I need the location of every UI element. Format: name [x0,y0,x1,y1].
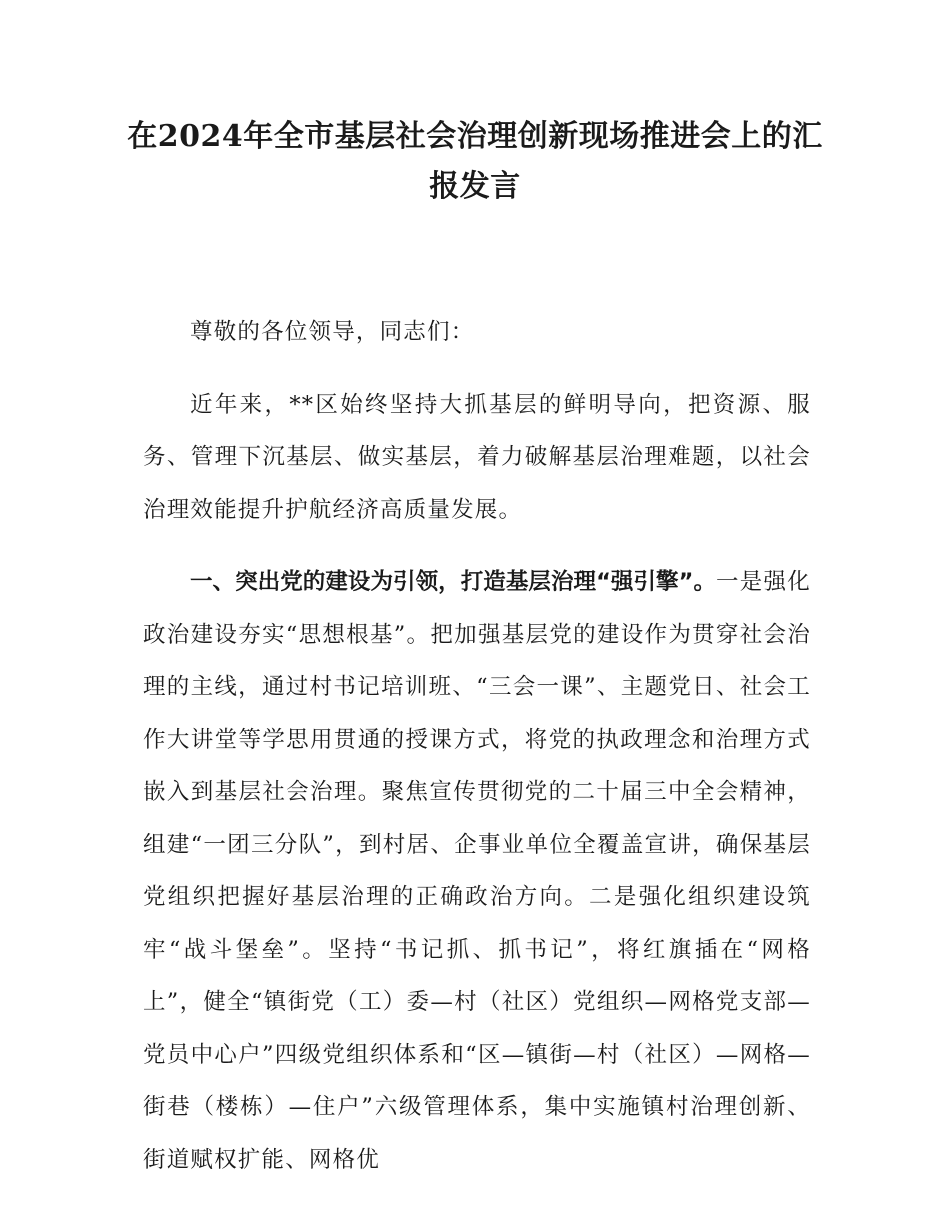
intro-paragraph: 近年来，**区始终坚持大抓基层的鲜明导向，把资源、服务、管理下沉基层、做实基层，着力破解基层治理难题，以社会治理效能提升护航经济高质量发展。 [143,391,811,523]
section-1-body: 一是强化政治建设夯实“思想根基”。把加强基层党的建设作为贯穿社会治理的主线，通过村书记培训班、“三会一课”、主题党日、社会工作大讲堂等学思用贯通的授课方式，将党的执政理念和治理方式嵌入到基层社会治理。聚焦宣传贯彻党的二十届三中全会精神，组建“一团三分队”，到村居、企事业单位全覆盖宣讲，确保基层党组织把握好基层治理的正确政治方向。二是强化组织建设筑牢“战斗堡垒”。坚持“书记抓、抓书记”，将红旗插在“网格上”，健全“镇街党（工）委—村（社区）党组织—网格党支部—党员中心户”四级党组织体系和“区—镇街—村（社区）—网格—街巷（楼栋）—住户”六级管理体系，集中实施镇村治理创新、街道赋权扩能、网格优 [143,569,811,1173]
section-1-paragraph [143,556,811,1186]
document-body [143,306,811,1186]
document-title: 在2024年全市基层社会治理创新现场推进会上的汇报发言 [127,119,823,204]
section-1-heading: 一、突出党的建设为引领，打造基层治理“强引擎”。 [190,569,717,595]
salutation: 尊敬的各位领导，同志们： [190,319,475,345]
